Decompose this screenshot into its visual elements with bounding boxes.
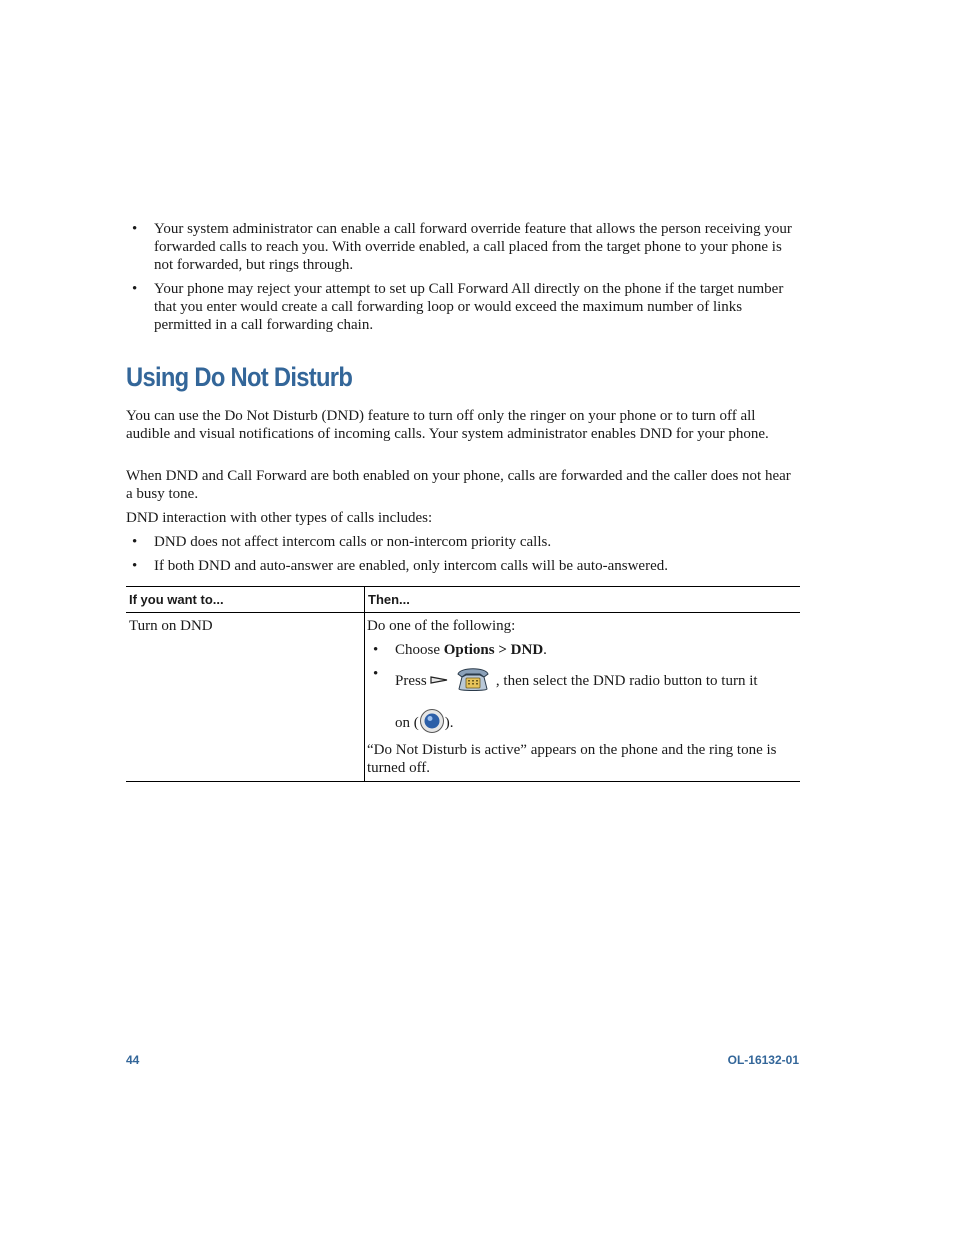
table-cell-task: Turn on DND: [126, 613, 365, 782]
radio-button-on-icon: [419, 708, 445, 739]
top-bullet-list: [126, 220, 800, 340]
list-item: • Your phone may reject your attempt to set up Call Forward All directly on the phone if the target number that you enter would create a call forwarding loop or would exceed the maximum number of links permitted in a call forwarding chain.: [132, 281, 784, 333]
list-item: • Choose Options > DND.: [373, 642, 547, 658]
table-cell-action: [365, 613, 801, 782]
radio-line: on ( ).: [395, 708, 798, 739]
list-item: • Your system administrator can enable a call forward override feature that allows the person receiving your forwarded calls to reach you. With override enabled, a call placed from the target phone to your phone is not forwarded, but rings through.: [132, 221, 792, 273]
paragraph: When DND and Call Forward are both enabled on your phone, calls are forwarded and the caller does not hear a busy tone.: [126, 468, 791, 502]
interaction-bullet-list: [126, 533, 800, 581]
right-arrow-icon: [430, 673, 450, 691]
document-id: OL-16132-01: [727, 1053, 799, 1067]
table-header-task: If you want to...: [126, 587, 365, 613]
list-item: • If both DND and auto-answer are enabled, only intercom calls will be auto-answered.: [132, 558, 668, 574]
page-number: 44: [126, 1053, 140, 1067]
paragraph: You can use the Do Not Disturb (DND) feature to turn off only the ringer on your phone or to turn off all audible and visual notifications of incoming calls. Your system administrator enables DND for your phone.: [126, 408, 769, 442]
list-item: • DND does not affect intercom calls or non-intercom priority calls.: [132, 534, 552, 550]
table-row: [126, 613, 800, 782]
table-header-row: [126, 587, 800, 613]
dnd-table: [126, 586, 800, 782]
section-title: Using Do Not Disturb: [126, 362, 353, 392]
settings-phone-icon: [454, 665, 492, 698]
row-intro: Do one of the following:: [367, 618, 516, 634]
paragraph: DND interaction with other types of calls includes:: [126, 510, 433, 526]
menu-path: Options > DND: [443, 642, 544, 658]
list-item: • Press , then select the DND radio button to turn it on ( ).: [367, 665, 798, 739]
result-text: “Do Not Disturb is active” appears on the phone and the ring tone is turned off.: [367, 742, 777, 776]
table-header-action: Then...: [365, 587, 801, 613]
